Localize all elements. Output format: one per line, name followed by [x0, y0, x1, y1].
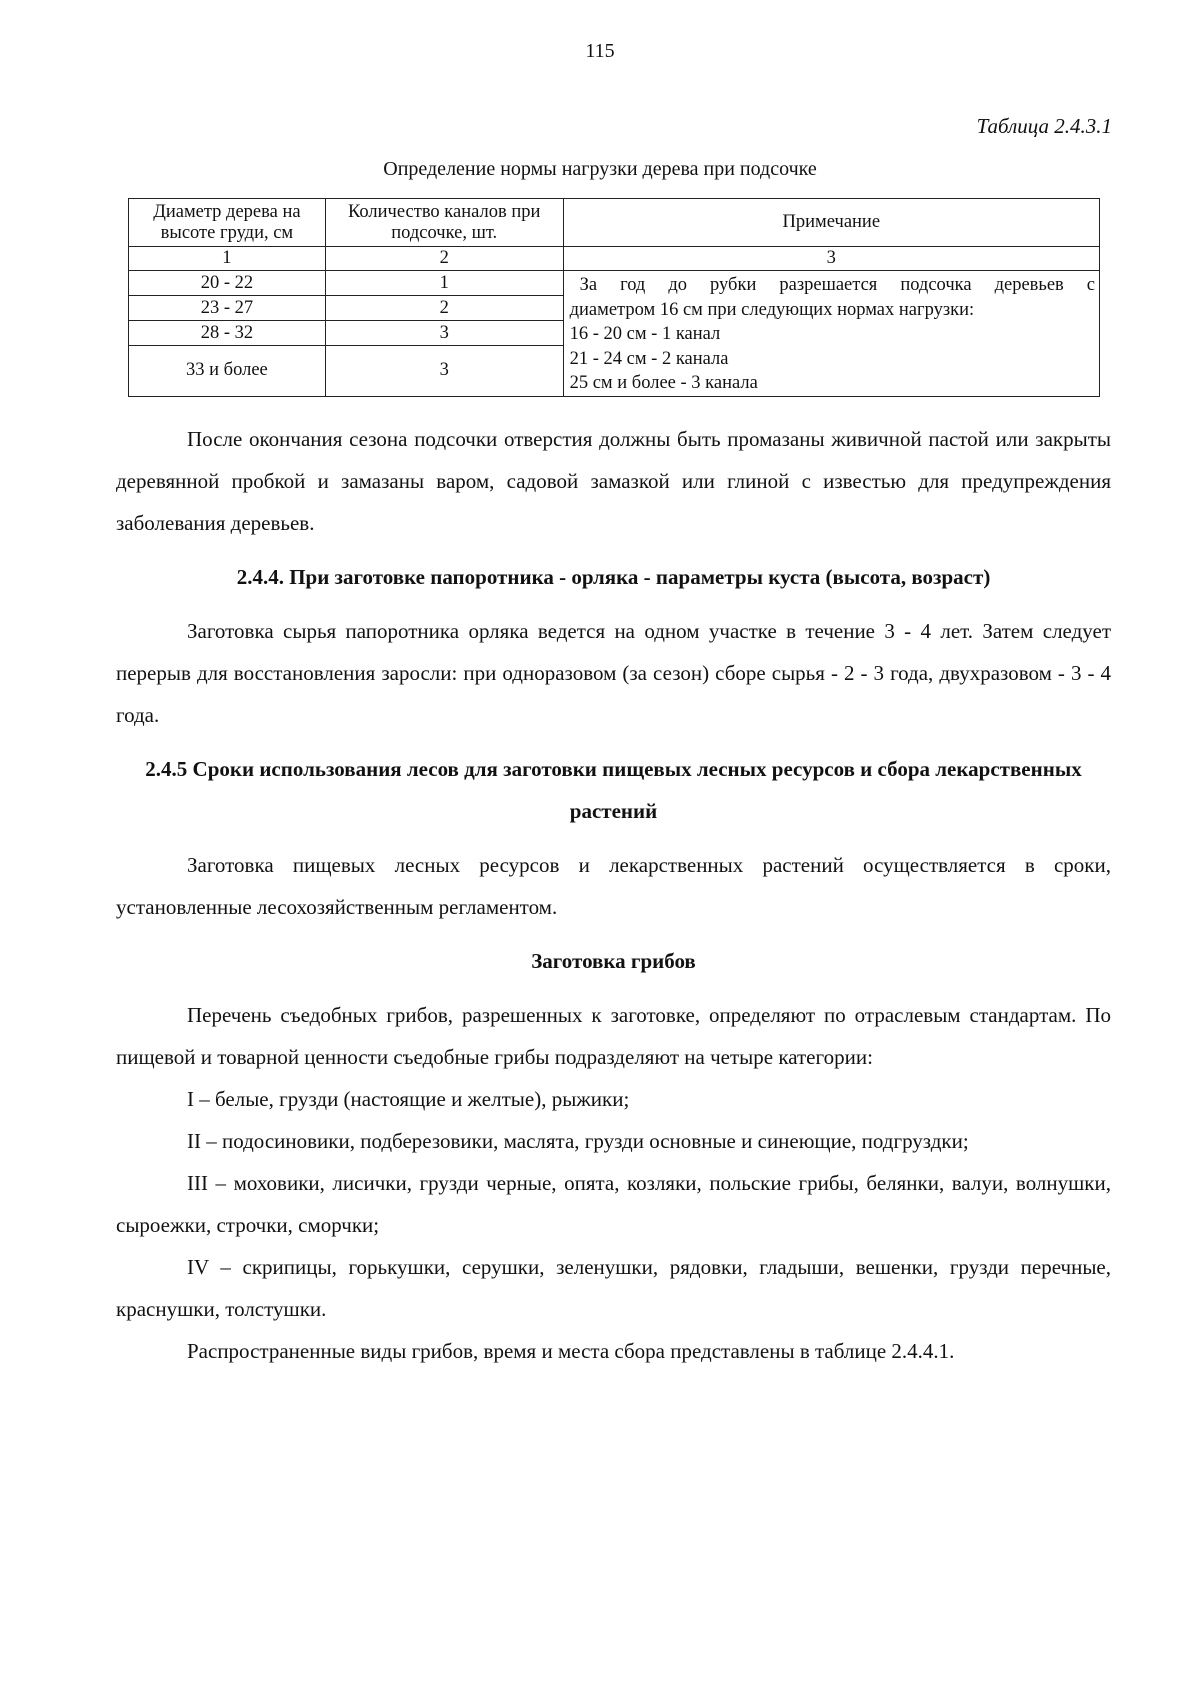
column-number: 2: [325, 247, 563, 271]
subheading-mushrooms: Заготовка грибов: [531, 949, 696, 973]
document-body: [116, 418, 1111, 1372]
note-line: За год до рубки разрешается подсочка деревьев с: [579, 275, 1095, 295]
paragraph-fern: Заготовка сырья папоротника орляка ведется на одном участке в течение 3 - 4 лет. Затем следует перерыв для восстановления заросли: при одноразовом (за сезон) сборе сырья - 2 - 3 года, двухразовом - 3 - 4 года.: [116, 619, 1111, 727]
paragraph-category-2: II – подосиновики, подберезовики, маслята, грузди основные и синеющие, подгруздки;: [187, 1129, 969, 1153]
channels-cell: 2: [325, 296, 563, 321]
note-line: 16 - 20 см - 1 канал: [569, 324, 721, 344]
paragraph-mushrooms-intro: Перечень съедобных грибов, разрешенных к заготовке, определяют по отраслевым стандартам. По пищевой и товарной ценности съедобные грибы подразделяют на четыре категории:: [116, 1003, 1111, 1069]
header-channels: Количество каналов при подсочке, шт.: [325, 199, 563, 247]
table-column-numbers-row: [129, 247, 1100, 271]
section-heading-terms: 2.4.5 Сроки использования лесов для заготовки пищевых лесных ресурсов и сбора лекарственных растений: [145, 757, 1082, 823]
paragraph-category-3: III – моховики, лисички, грузди черные, опята, козляки, польские грибы, белянки, валуи, волнушки, сыроежки, строчки, сморчки;: [116, 1171, 1111, 1237]
table-row: [129, 271, 1100, 296]
note-line: диаметром 16 см при следующих нормах нагрузки:: [569, 299, 975, 320]
note-line: 21 - 24 см - 2 канала: [569, 348, 729, 369]
diameter-cell: 23 - 27: [129, 296, 326, 321]
section-heading-fern: 2.4.4. При заготовке папоротника - орляка - параметры куста (высота, возраст): [236, 565, 991, 589]
paragraph-terms: Заготовка пищевых лесных ресурсов и лекарственных растений осуществляется в сроки, установленные лесохозяйственным регламентом.: [116, 853, 1111, 919]
paragraph-category-4: IV – скрипицы, горькушки, серушки, зеленушки, рядовки, гладыши, вешенки, грузди перечные, краснушки, толстушки.: [116, 1255, 1111, 1321]
channels-cell: 3: [325, 346, 563, 396]
note-line: 25 см и более - 3 канала: [569, 373, 758, 393]
table-title: Определение нормы нагрузки дерева при подсочке: [383, 158, 817, 180]
channels-cell: 1: [325, 271, 563, 296]
column-number: 1: [129, 247, 326, 271]
diameter-cell: 20 - 22: [129, 271, 326, 296]
table-header-row: [129, 199, 1100, 247]
channels-cell: 3: [325, 321, 563, 346]
note-cell: [563, 271, 1099, 397]
paragraph-category-1: I – белые, грузди (настоящие и желтые), рыжики;: [187, 1087, 630, 1111]
column-number: 3: [563, 247, 1099, 271]
paragraph-final: Распространенные виды грибов, время и места сбора представлены в таблице 2.4.4.1.: [187, 1339, 955, 1363]
diameter-cell: 33 и более: [129, 346, 326, 396]
table-caption: Таблица 2.4.3.1: [976, 114, 1112, 138]
header-note: Примечание: [563, 199, 1099, 247]
header-diameter: Диаметр дерева на высоте груди, см: [129, 199, 326, 247]
diameter-cell: 28 - 32: [129, 321, 326, 346]
load-norms-table: [128, 198, 1100, 397]
paragraph-after-table: После окончания сезона подсочки отверстия должны быть промазаны живичной пастой или закрыты деревянной пробкой и замазаны варом, садовой замазкой или глиной с известью для предупреждения заболевания деревьев.: [116, 427, 1111, 535]
page-number: 115: [585, 40, 615, 62]
